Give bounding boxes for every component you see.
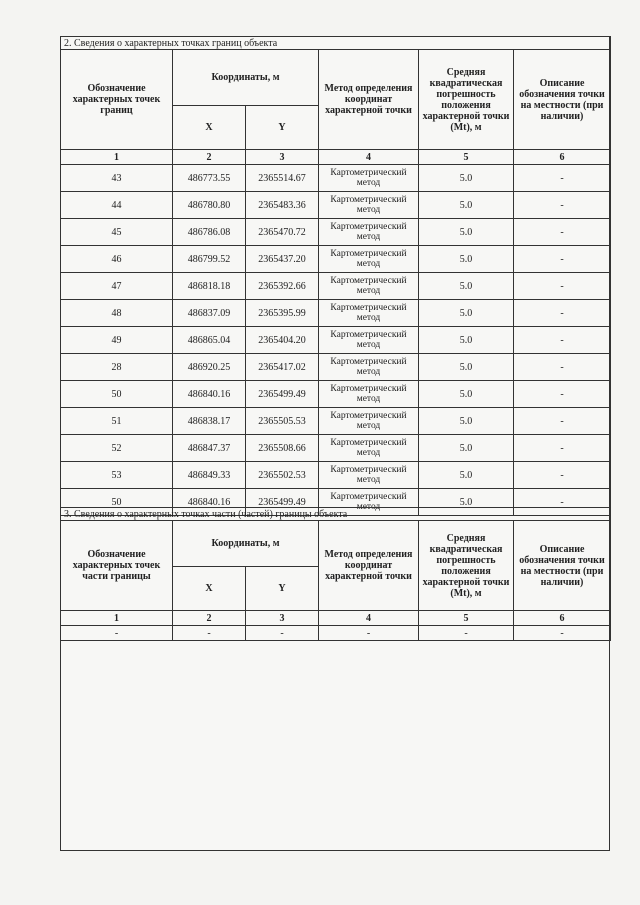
method-cell: Картометрический метод bbox=[319, 408, 419, 435]
accuracy-cell: 5.0 bbox=[419, 354, 514, 381]
method-cell: Картометрический метод bbox=[319, 354, 419, 381]
method-cell: Картометрический метод bbox=[319, 381, 419, 408]
accuracy-cell: 5.0 bbox=[419, 381, 514, 408]
y-coordinate-cell: 2365499.49 bbox=[246, 489, 319, 516]
header-designation: Обозначение характерных точек границ bbox=[61, 50, 173, 150]
empty-cell: - bbox=[246, 626, 319, 641]
point-id-cell: 52 bbox=[61, 435, 173, 462]
document-page bbox=[60, 36, 610, 851]
column-number: 6 bbox=[514, 611, 611, 626]
section-2-title: 2. Сведения о характерных точках границ объекта bbox=[61, 37, 611, 50]
description-cell: - bbox=[514, 381, 611, 408]
accuracy-cell: 5.0 bbox=[419, 327, 514, 354]
table-row bbox=[61, 435, 611, 462]
accuracy-cell: 5.0 bbox=[419, 300, 514, 327]
description-cell: - bbox=[514, 192, 611, 219]
accuracy-cell: 5.0 bbox=[419, 165, 514, 192]
x-coordinate-cell: 486773.55 bbox=[173, 165, 246, 192]
header-designation: Обозначение характерных точек части границы bbox=[61, 521, 173, 611]
x-coordinate-cell: 486799.52 bbox=[173, 246, 246, 273]
x-coordinate-cell: 486865.04 bbox=[173, 327, 246, 354]
table-row bbox=[61, 300, 611, 327]
table-row bbox=[61, 192, 611, 219]
description-cell: - bbox=[514, 354, 611, 381]
empty-cell: - bbox=[173, 626, 246, 641]
header-method: Метод определения координат характерной точки bbox=[319, 50, 419, 150]
accuracy-cell: 5.0 bbox=[419, 489, 514, 516]
y-coordinate-cell: 2365502.53 bbox=[246, 462, 319, 489]
table-row bbox=[61, 273, 611, 300]
point-id-cell: 47 bbox=[61, 273, 173, 300]
method-cell: Картометрический метод bbox=[319, 246, 419, 273]
empty-cell: - bbox=[319, 626, 419, 641]
y-coordinate-cell: 2365483.36 bbox=[246, 192, 319, 219]
accuracy-cell: 5.0 bbox=[419, 408, 514, 435]
point-id-cell: 43 bbox=[61, 165, 173, 192]
column-number: 4 bbox=[319, 150, 419, 165]
description-cell: - bbox=[514, 327, 611, 354]
x-coordinate-cell: 486840.16 bbox=[173, 381, 246, 408]
point-id-cell: 28 bbox=[61, 354, 173, 381]
header-accuracy: Средняя квадратическая погрешность положения характерной точки (Mt), м bbox=[419, 50, 514, 150]
x-coordinate-cell: 486920.25 bbox=[173, 354, 246, 381]
method-cell: Картометрический метод bbox=[319, 435, 419, 462]
header-y: Y bbox=[246, 567, 319, 611]
description-cell: - bbox=[514, 462, 611, 489]
description-cell: - bbox=[514, 489, 611, 516]
method-cell: Картометрический метод bbox=[319, 219, 419, 246]
header-y: Y bbox=[246, 106, 319, 150]
empty-cell: - bbox=[61, 626, 173, 641]
column-number: 3 bbox=[246, 611, 319, 626]
empty-cell: - bbox=[514, 626, 611, 641]
description-cell: - bbox=[514, 165, 611, 192]
table-row bbox=[61, 165, 611, 192]
column-number: 5 bbox=[419, 611, 514, 626]
y-coordinate-cell: 2365417.02 bbox=[246, 354, 319, 381]
y-coordinate-cell: 2365392.66 bbox=[246, 273, 319, 300]
point-id-cell: 53 bbox=[61, 462, 173, 489]
method-cell: Картометрический метод bbox=[319, 489, 419, 516]
section-3-title: 3. Сведения о характерных точках части (частей) границы объекта bbox=[61, 508, 611, 521]
x-coordinate-cell: 486847.37 bbox=[173, 435, 246, 462]
point-id-cell: 46 bbox=[61, 246, 173, 273]
description-cell: - bbox=[514, 435, 611, 462]
method-cell: Картометрический метод bbox=[319, 300, 419, 327]
table-row bbox=[61, 246, 611, 273]
x-coordinate-cell: 486838.17 bbox=[173, 408, 246, 435]
column-number: 4 bbox=[319, 611, 419, 626]
point-id-cell: 51 bbox=[61, 408, 173, 435]
point-id-cell: 50 bbox=[61, 381, 173, 408]
y-coordinate-cell: 2365508.66 bbox=[246, 435, 319, 462]
column-numbers-row bbox=[61, 611, 611, 626]
column-numbers-row bbox=[61, 150, 611, 165]
table-row bbox=[61, 381, 611, 408]
header-accuracy: Средняя квадратическая погрешность положения характерной точки (Mt), м bbox=[419, 521, 514, 611]
column-number: 1 bbox=[61, 150, 173, 165]
accuracy-cell: 5.0 bbox=[419, 435, 514, 462]
description-cell: - bbox=[514, 408, 611, 435]
table-row bbox=[61, 626, 611, 641]
x-coordinate-cell: 486780.80 bbox=[173, 192, 246, 219]
point-id-cell: 45 bbox=[61, 219, 173, 246]
x-coordinate-cell: 486840.16 bbox=[173, 489, 246, 516]
table-row bbox=[61, 354, 611, 381]
y-coordinate-cell: 2365505.53 bbox=[246, 408, 319, 435]
column-number: 3 bbox=[246, 150, 319, 165]
x-coordinate-cell: 486818.18 bbox=[173, 273, 246, 300]
description-cell: - bbox=[514, 246, 611, 273]
point-id-cell: 44 bbox=[61, 192, 173, 219]
header-x: X bbox=[173, 106, 246, 150]
accuracy-cell: 5.0 bbox=[419, 273, 514, 300]
column-number: 2 bbox=[173, 611, 246, 626]
column-number: 5 bbox=[419, 150, 514, 165]
description-cell: - bbox=[514, 300, 611, 327]
x-coordinate-cell: 486849.33 bbox=[173, 462, 246, 489]
point-id-cell: 50 bbox=[61, 489, 173, 516]
y-coordinate-cell: 2365404.20 bbox=[246, 327, 319, 354]
x-coordinate-cell: 486786.08 bbox=[173, 219, 246, 246]
table-row bbox=[61, 408, 611, 435]
column-number: 1 bbox=[61, 611, 173, 626]
method-cell: Картометрический метод bbox=[319, 273, 419, 300]
y-coordinate-cell: 2365499.49 bbox=[246, 381, 319, 408]
header-coordinates: Координаты, м bbox=[173, 50, 319, 106]
column-number: 2 bbox=[173, 150, 246, 165]
column-number: 6 bbox=[514, 150, 611, 165]
y-coordinate-cell: 2365437.20 bbox=[246, 246, 319, 273]
y-coordinate-cell: 2365395.99 bbox=[246, 300, 319, 327]
header-description: Описание обозначения точки на местности (при наличии) bbox=[514, 50, 611, 150]
description-cell: - bbox=[514, 219, 611, 246]
part-boundary-points-table bbox=[60, 507, 611, 641]
point-id-cell: 48 bbox=[61, 300, 173, 327]
header-description: Описание обозначения точки на местности (при наличии) bbox=[514, 521, 611, 611]
table-row bbox=[61, 219, 611, 246]
header-method: Метод определения координат характерной точки bbox=[319, 521, 419, 611]
accuracy-cell: 5.0 bbox=[419, 219, 514, 246]
table-row bbox=[61, 327, 611, 354]
method-cell: Картометрический метод bbox=[319, 165, 419, 192]
point-id-cell: 49 bbox=[61, 327, 173, 354]
method-cell: Картометрический метод bbox=[319, 462, 419, 489]
header-coordinates: Координаты, м bbox=[173, 521, 319, 567]
header-x: X bbox=[173, 567, 246, 611]
accuracy-cell: 5.0 bbox=[419, 462, 514, 489]
boundary-points-table bbox=[60, 36, 611, 516]
method-cell: Картометрический метод bbox=[319, 327, 419, 354]
table-row bbox=[61, 462, 611, 489]
description-cell: - bbox=[514, 273, 611, 300]
accuracy-cell: 5.0 bbox=[419, 192, 514, 219]
y-coordinate-cell: 2365514.67 bbox=[246, 165, 319, 192]
method-cell: Картометрический метод bbox=[319, 192, 419, 219]
accuracy-cell: 5.0 bbox=[419, 246, 514, 273]
empty-cell: - bbox=[419, 626, 514, 641]
x-coordinate-cell: 486837.09 bbox=[173, 300, 246, 327]
y-coordinate-cell: 2365470.72 bbox=[246, 219, 319, 246]
